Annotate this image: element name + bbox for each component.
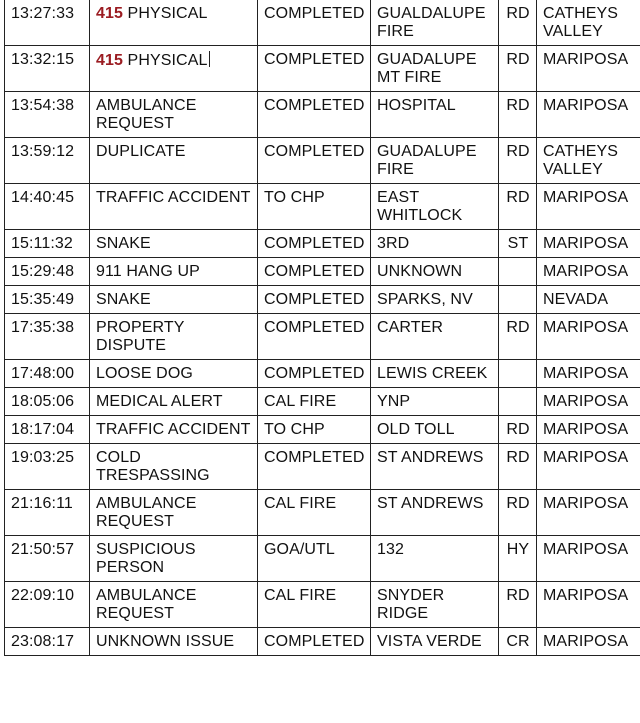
- disposition-cell: TO CHP: [258, 184, 371, 230]
- incident-text: SNAKE: [96, 235, 151, 252]
- location-cell: 3RD: [371, 230, 499, 258]
- disposition-cell: COMPLETED: [258, 258, 371, 286]
- street-suffix-cell: [499, 286, 537, 314]
- time-cell: 18:05:06: [5, 388, 90, 416]
- table-row: [5, 628, 640, 656]
- incident-cell: [90, 416, 258, 444]
- city-cell: MARIPOSA: [537, 360, 640, 388]
- incident-text: PHYSICAL: [123, 52, 208, 69]
- street-suffix-cell: RD: [499, 46, 537, 92]
- time-cell: 13:32:15: [5, 46, 90, 92]
- penal-code: 415: [96, 52, 123, 69]
- location-cell: CARTER: [371, 314, 499, 360]
- disposition-cell: COMPLETED: [258, 0, 371, 46]
- street-suffix-cell: CR: [499, 628, 537, 656]
- location-cell: UNKNOWN: [371, 258, 499, 286]
- incident-cell: [90, 230, 258, 258]
- city-cell: MARIPOSA: [537, 416, 640, 444]
- location-cell: EAST WHITLOCK: [371, 184, 499, 230]
- incident-text: DUPLICATE: [96, 143, 186, 160]
- incident-text: AMBULANCE REQUEST: [96, 495, 197, 530]
- city-cell: MARIPOSA: [537, 388, 640, 416]
- disposition-cell: COMPLETED: [258, 138, 371, 184]
- call-log-body: [5, 0, 640, 656]
- city-cell: MARIPOSA: [537, 314, 640, 360]
- incident-text: SNAKE: [96, 291, 151, 308]
- disposition-cell: CAL FIRE: [258, 582, 371, 628]
- city-cell: CATHEYS VALLEY: [537, 0, 640, 46]
- table-row: [5, 286, 640, 314]
- time-cell: 13:54:38: [5, 92, 90, 138]
- street-suffix-cell: RD: [499, 138, 537, 184]
- city-cell: MARIPOSA: [537, 258, 640, 286]
- city-cell: MARIPOSA: [537, 582, 640, 628]
- time-cell: 14:40:45: [5, 184, 90, 230]
- incident-cell: [90, 314, 258, 360]
- table-row: [5, 416, 640, 444]
- time-cell: 13:59:12: [5, 138, 90, 184]
- text-cursor: [209, 51, 210, 67]
- time-cell: 23:08:17: [5, 628, 90, 656]
- disposition-cell: COMPLETED: [258, 628, 371, 656]
- street-suffix-cell: ST: [499, 230, 537, 258]
- table-row: [5, 536, 640, 582]
- incident-cell: [90, 388, 258, 416]
- disposition-cell: CAL FIRE: [258, 490, 371, 536]
- table-row: [5, 388, 640, 416]
- street-suffix-cell: RD: [499, 582, 537, 628]
- location-cell: 132: [371, 536, 499, 582]
- incident-text: UNKNOWN ISSUE: [96, 633, 235, 650]
- street-suffix-cell: RD: [499, 92, 537, 138]
- table-row: [5, 92, 640, 138]
- table-row: [5, 582, 640, 628]
- incident-cell: [90, 582, 258, 628]
- street-suffix-cell: RD: [499, 444, 537, 490]
- location-cell: SNYDER RIDGE: [371, 582, 499, 628]
- street-suffix-cell: RD: [499, 184, 537, 230]
- table-row: [5, 184, 640, 230]
- disposition-cell: COMPLETED: [258, 230, 371, 258]
- table-row: [5, 138, 640, 184]
- location-cell: ST ANDREWS: [371, 490, 499, 536]
- incident-cell: [90, 46, 258, 92]
- disposition-cell: CAL FIRE: [258, 388, 371, 416]
- location-cell: YNP: [371, 388, 499, 416]
- location-cell: OLD TOLL: [371, 416, 499, 444]
- table-row: [5, 314, 640, 360]
- penal-code: 415: [96, 5, 123, 22]
- incident-cell: [90, 444, 258, 490]
- table-row: [5, 444, 640, 490]
- incident-text: LOOSE DOG: [96, 365, 193, 382]
- time-cell: 13:27:33: [5, 0, 90, 46]
- city-cell: MARIPOSA: [537, 230, 640, 258]
- city-cell: NEVADA: [537, 286, 640, 314]
- incident-cell: [90, 92, 258, 138]
- location-cell: GUALDALUPE FIRE: [371, 0, 499, 46]
- location-cell: SPARKS, NV: [371, 286, 499, 314]
- incident-text: 911 HANG UP: [96, 263, 200, 280]
- street-suffix-cell: HY: [499, 536, 537, 582]
- time-cell: 22:09:10: [5, 582, 90, 628]
- street-suffix-cell: RD: [499, 490, 537, 536]
- time-cell: 15:35:49: [5, 286, 90, 314]
- incident-text: MEDICAL ALERT: [96, 393, 223, 410]
- incident-text: AMBULANCE REQUEST: [96, 97, 197, 132]
- incident-text: COLD TRESPASSING: [96, 449, 210, 484]
- disposition-cell: COMPLETED: [258, 46, 371, 92]
- incident-text: SUSPICIOUS PERSON: [96, 541, 196, 576]
- city-cell: MARIPOSA: [537, 536, 640, 582]
- time-cell: 17:48:00: [5, 360, 90, 388]
- location-cell: VISTA VERDE: [371, 628, 499, 656]
- street-suffix-cell: RD: [499, 314, 537, 360]
- street-suffix-cell: [499, 360, 537, 388]
- incident-text: PROPERTY DISPUTE: [96, 319, 185, 354]
- time-cell: 21:16:11: [5, 490, 90, 536]
- time-cell: 15:11:32: [5, 230, 90, 258]
- disposition-cell: COMPLETED: [258, 360, 371, 388]
- table-row: [5, 230, 640, 258]
- incident-cell: [90, 286, 258, 314]
- street-suffix-cell: RD: [499, 0, 537, 46]
- location-cell: HOSPITAL: [371, 92, 499, 138]
- street-suffix-cell: [499, 388, 537, 416]
- table-row: [5, 360, 640, 388]
- time-cell: 21:50:57: [5, 536, 90, 582]
- incident-text: PHYSICAL: [123, 5, 208, 22]
- incident-text: AMBULANCE REQUEST: [96, 587, 197, 622]
- street-suffix-cell: RD: [499, 416, 537, 444]
- time-cell: 17:35:38: [5, 314, 90, 360]
- location-cell: GUADALUPE FIRE: [371, 138, 499, 184]
- city-cell: CATHEYS VALLEY: [537, 138, 640, 184]
- incident-cell: [90, 0, 258, 46]
- location-cell: ST ANDREWS: [371, 444, 499, 490]
- disposition-cell: TO CHP: [258, 416, 371, 444]
- location-cell: GUADALUPE MT FIRE: [371, 46, 499, 92]
- table-row: [5, 258, 640, 286]
- time-cell: 15:29:48: [5, 258, 90, 286]
- table-row: [5, 46, 640, 92]
- time-cell: 18:17:04: [5, 416, 90, 444]
- incident-text: TRAFFIC ACCIDENT: [96, 189, 251, 206]
- disposition-cell: COMPLETED: [258, 92, 371, 138]
- incident-cell: [90, 536, 258, 582]
- table-row: [5, 0, 640, 46]
- incident-text: TRAFFIC ACCIDENT: [96, 421, 251, 438]
- call-log-table: [4, 0, 640, 656]
- disposition-cell: COMPLETED: [258, 314, 371, 360]
- city-cell: MARIPOSA: [537, 92, 640, 138]
- city-cell: MARIPOSA: [537, 490, 640, 536]
- incident-cell: [90, 490, 258, 536]
- city-cell: MARIPOSA: [537, 184, 640, 230]
- table-row: [5, 490, 640, 536]
- city-cell: MARIPOSA: [537, 628, 640, 656]
- disposition-cell: COMPLETED: [258, 286, 371, 314]
- street-suffix-cell: [499, 258, 537, 286]
- city-cell: MARIPOSA: [537, 46, 640, 92]
- city-cell: MARIPOSA: [537, 444, 640, 490]
- incident-cell: [90, 184, 258, 230]
- incident-cell: [90, 138, 258, 184]
- disposition-cell: COMPLETED: [258, 444, 371, 490]
- disposition-cell: GOA/UTL: [258, 536, 371, 582]
- location-cell: LEWIS CREEK: [371, 360, 499, 388]
- time-cell: 19:03:25: [5, 444, 90, 490]
- incident-cell: [90, 628, 258, 656]
- incident-cell: [90, 360, 258, 388]
- incident-cell: [90, 258, 258, 286]
